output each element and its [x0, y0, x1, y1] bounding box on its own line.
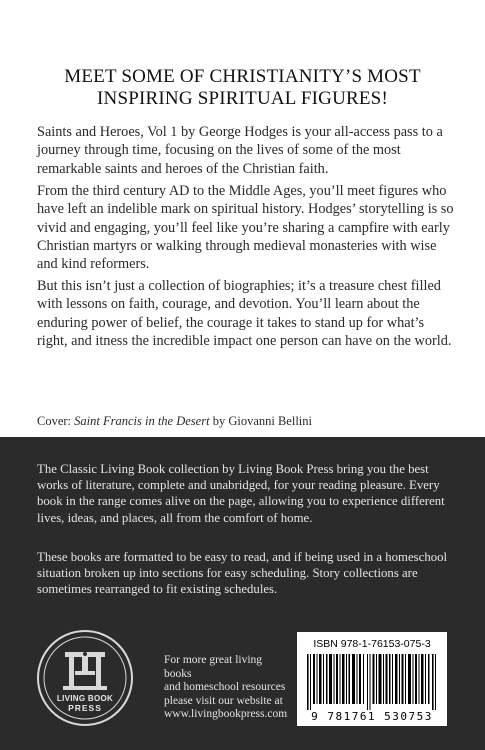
series-paragraph-2: These books are formatted to be easy to read, and if being used in a homeschool situation broken up into sections for easy scheduling. Story collections are sometimes rearranged to fit existing schedules.	[37, 550, 448, 597]
blurb-paragraph-3: But this isn’t just a collection of biographies; it’s a treasure chest filled with lessons on faith, courage, and devotion. You’ll learn about the enduring power of belief, the courage it takes to stand up for what’s right, and itness the incredible impact one person can have on the world.	[37, 278, 452, 349]
barcode-number: 9 781761 530753	[311, 710, 433, 723]
cover-label: Cover:	[37, 414, 72, 428]
blurb-paragraph-2: From the third century AD to the Middle Ages, you’ll meet figures who have left an indelible mark on spiritual history. Hodges’ storytelling is so vivid and engaging, you’ll feel like you’re sharing a campfire with early Christian martyrs or walking through medieval monasteries with wise and kind reformers.	[37, 183, 454, 273]
headline	[40, 66, 445, 110]
barcode-box	[297, 632, 447, 726]
contact-info	[164, 654, 289, 722]
cover-credit	[37, 414, 312, 429]
contact-line-3: please visit our website at	[164, 694, 283, 707]
website-link[interactable]: www.livingbookpress.com	[164, 708, 288, 721]
contact-line-1: For more great living books	[164, 654, 263, 680]
cover-title: Saint Francis in the Desert	[74, 414, 210, 428]
series-panel	[0, 437, 485, 750]
headline-line-1: MEET SOME OF CHRISTIANITY’S MOST	[64, 66, 421, 87]
publisher-logo	[37, 630, 133, 726]
logo-line-1: LIVING BOOK	[56, 694, 114, 703]
contact-line-2: and homeschool resources	[164, 681, 286, 694]
series-paragraph-1: The Classic Living Book collection by Living Book Press bring you the best works of literature, complete and unabridged, for your reading pleasure. Every book in the range comes alive on the page, allowing you to experience different lives, ideas, and places, all from the comfort of home.	[37, 462, 445, 525]
logo-line-2: PRESS	[68, 703, 102, 713]
barcode-icon	[307, 654, 437, 710]
cover-artist: by Giovanni Bellini	[212, 414, 312, 428]
headline-line-2: INSPIRING SPIRITUAL FIGURES!	[97, 88, 388, 109]
isbn-label: ISBN 978-1-76153-075-3	[313, 638, 431, 650]
blurb-paragraph-1: Saints and Heroes, Vol 1 by George Hodges is your all-access pass to a journey through time, focusing on the lives of some of the most remarkable saints and heroes of the Christian faith.	[37, 124, 443, 177]
